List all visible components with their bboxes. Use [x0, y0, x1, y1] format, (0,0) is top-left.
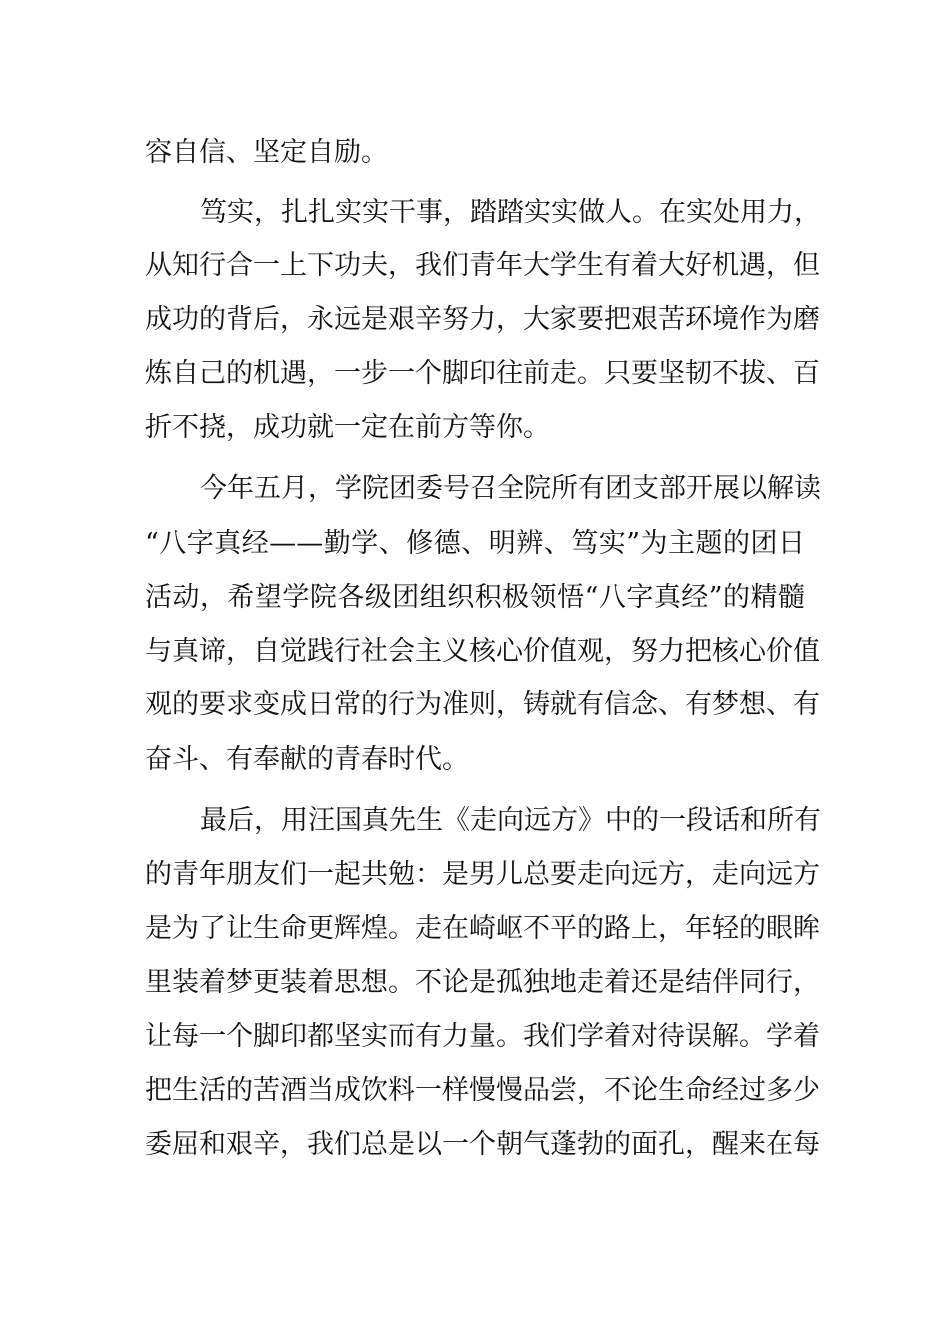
text-line: 与真谛，自觉践行社会主义核心价值观，努力把核心价值 [145, 636, 820, 667]
text-line: 成功的背后，永远是艰辛努力，大家要把艰苦环境作为磨 [145, 304, 820, 335]
text-line: 从知行合一上下功夫，我们青年大学生有着大好机遇，但 [145, 250, 820, 281]
text-line: 容自信、坚定自励。 [145, 137, 388, 168]
text-line: 委屈和艰辛，我们总是以一个朝气蓬勃的面孔，醒来在每 [145, 1129, 820, 1160]
text-line: 炼自己的机遇，一步一个脚印往前走。只要坚韧不拔、百 [145, 358, 820, 389]
paragraph-first-line: 笃实，扎扎实实干事，踏踏实实做人。在实处用力， [200, 197, 821, 228]
paragraph-first-line: 今年五月，学院团委号召全院所有团支部开展以解读 [200, 473, 821, 504]
text-line: 把生活的苦酒当成饮料一样慢慢品尝，不论生命经过多少 [145, 1075, 820, 1106]
text-line: 奋斗、有奉献的青春时代。 [145, 744, 469, 775]
paragraph-first-line: 最后，用汪国真先生《走向远方》中的一段话和所有 [200, 805, 821, 836]
text-line: “八字真经——勤学、修德、明辨、笃实”为主题的团日 [145, 528, 805, 559]
text-line: 折不挠，成功就一定在前方等你。 [145, 412, 550, 443]
text-line: 让每一个脚印都坚实而有力量。我们学着对待误解。学着 [145, 1021, 820, 1052]
text-line: 是为了让生命更辉煌。走在崎岖不平的路上，年轻的眼眸 [145, 913, 820, 944]
text-line: 观的要求变成日常的行为准则，铸就有信念、有梦想、有 [145, 689, 820, 720]
text-line: 里装着梦更装着思想。不论是孤独地走着还是结伴同行， [145, 967, 820, 998]
text-line: 活动，希望学院各级团组织积极领悟“八字真经”的精髓 [145, 582, 805, 613]
text-line: 的青年朋友们一起共勉：是男儿总要走向远方，走向远方 [145, 859, 820, 890]
